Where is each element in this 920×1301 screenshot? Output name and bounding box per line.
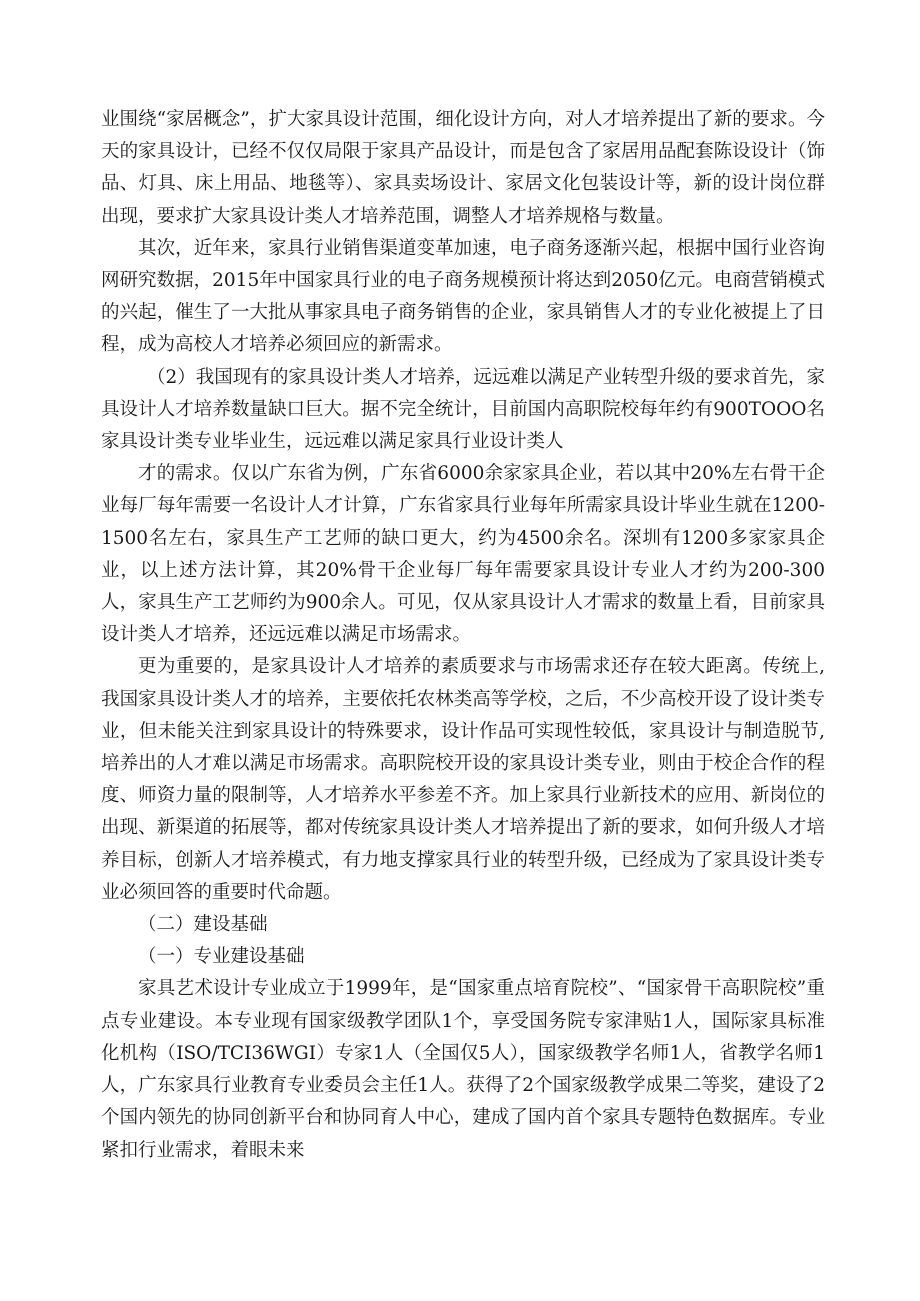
paragraph-major-history: 家具艺术设计专业成立于1999年，是“国家重点培育院校”、“国家骨干高职院校”重点专业建设。本专业现有国家级教学团队1个，享受国务院专家津贴1人，国际家具标准化机构（ISO/TCI36WGI）专家1人（全国仅5人），国家级教学名师1人，省教学名师1人，广东家具行业教育专业委员会主任1人。获得了2个国家级教学成果二等奖，建设了2个国内领先的协同创新平台和协同育人中心，建成了国内首个家具专题特色数据库。专业紧扣行业需求，着眼未来 (101, 978, 825, 1161)
paragraph-continuation: 业围绕“家居概念”，扩大家具设计范围，细化设计方向，对人才培养提出了新的要求。今天的家具设计，已经不仅仅局限于家具产品设计，而是包含了家居用品配套陈设设计（饰品、灯具、床上用品、地毯等）、家具卖场设计、家居文化包装设计等，新的设计岗位群出现，要求扩大家具设计类人才培养范围，调整人才培养规格与数量。 (101, 109, 825, 227)
paragraph-talent-gap: （2）我国现有的家具设计类人才培养，远远难以满足产业转型升级的要求首先，家具设计人才培养数量缺口巨大。据不完全统计，目前国内高职院校每年约有900TOOO名家具设计类专业毕业生，远远难以满足家具行业设计类人 (101, 366, 825, 453)
paragraph-ecommerce: 其次，近年来，家具行业销售渠道变革加速，电子商务逐渐兴起，根据中国行业咨询网研究数据，2015年中国家具行业的电子商务规模预计将达到2050亿元。电商营销模式的兴起，催生了一大批从事家具电子商务销售的企业，家具销售人才的专业化被提上了日程，成为高校人才培养必须回应的新需求。 (101, 237, 825, 356)
subsection-heading-major-basis: （一）专业建设基础 (138, 946, 305, 968)
paragraph-quality-gap: 更为重要的，是家具设计人才培养的素质要求与市场需求还存在较大距离。传统上,我国家具设计类人才的培养，主要依托农林类高等学校，之后，不少高校开设了设计类专业，但未能关注到家具设计的特殊要求，设计作品可实现性较低，家具设计与制造脱节,培养出的人才难以满足市场需求。高职院校开设的家具设计类专业，则由于校企合作的程度、师资力量的限制等，人才培养水平参差不齐。加上家具行业新技术的应用、新岗位的出现、新渠道的拓展等，都对传统家具设计类人才培养提出了新的要求，如何升级人才培养目标，创新人才培养模式，有力地支撑家具行业的转型升级，已经成为了家具设计类专业必须回答的重要时代命题。 (101, 656, 825, 903)
document-body (101, 104, 825, 1167)
section-heading-construction-basis: （二）建设基础 (138, 914, 268, 936)
paragraph-guangdong-demand: 才的需求。仅以广东省为例，广东省6000余家家具企业，若以其中20%左右骨干企业每厂每年需要一名设计人才计算，广东省家具行业每年所需家具设计毕业生就在1200-1500名左右，家具生产工艺师的缺口更大，约为4500余名。深圳有1200多家家具企业，以上述方法计算，其20%骨干企业每厂每年需要家具设计专业人才约为200-300人，家具生产工艺师约为900余人。可见，仅从家具设计人才需求的数量上看，目前家具设计类人才培养，还远远难以满足市场需求。 (101, 463, 825, 646)
